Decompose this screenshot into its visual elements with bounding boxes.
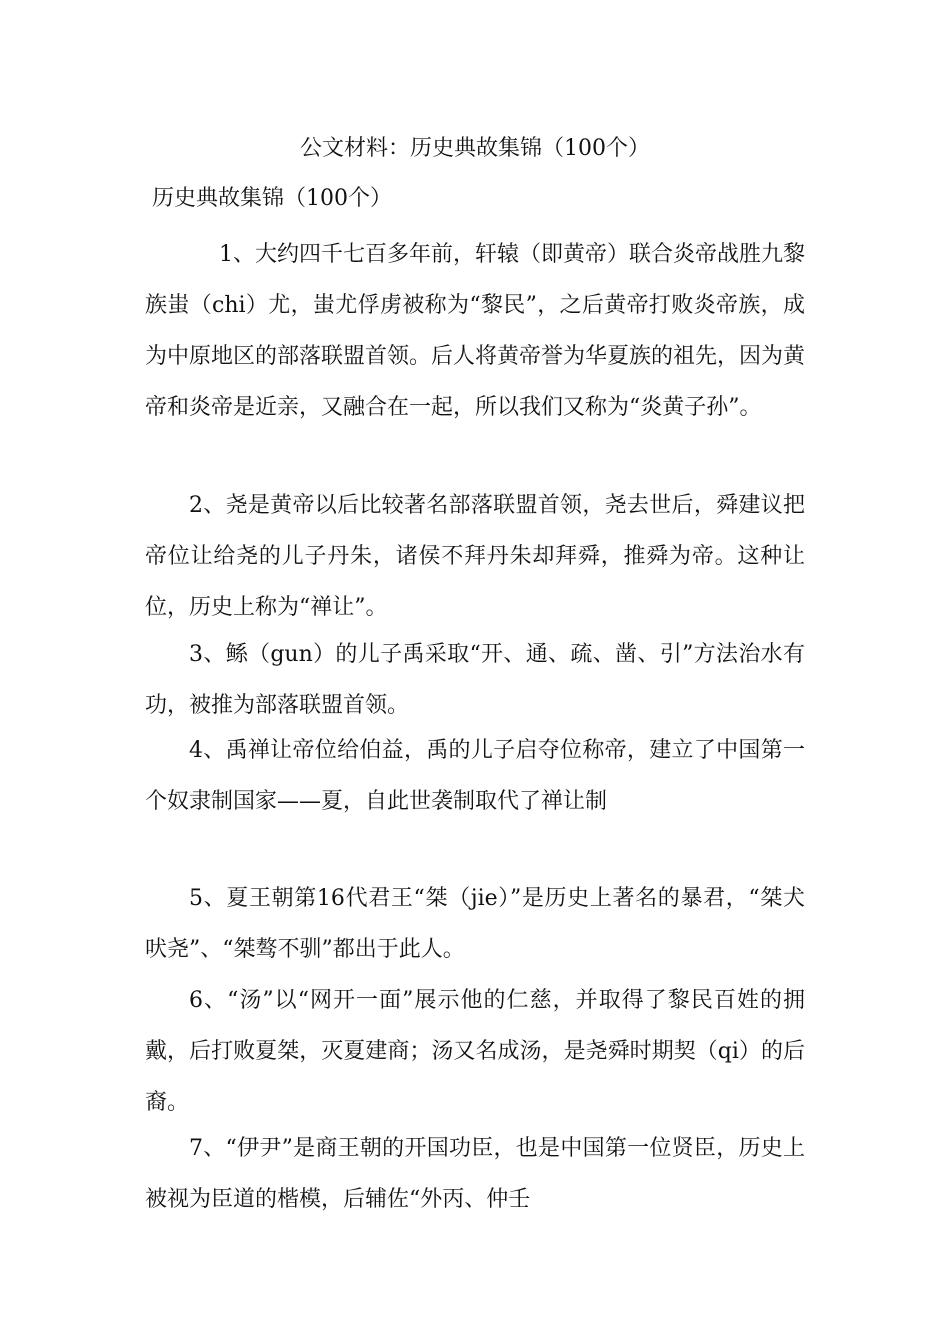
paragraph-4: 4、禹禅让帝位给伯益，禹的儿子启夺位称帝，建立了中国第一个奴隶制国家——夏，自此世袭制取代了禅让制	[145, 738, 805, 814]
document-title: 公文材料：历史典故集锦（100个）	[300, 136, 650, 161]
paragraph-2: 2、尧是黄帝以后比较著名部落联盟首领，尧去世后，舜建议把帝位让给尧的儿子丹朱，诸侯不拜丹朱却拜舜，推舜为帝。这种让位，历史上称为“禅让”。	[145, 493, 805, 620]
paragraph-6: 6、“汤”以“网开一面”展示他的仁慈，并取得了黎民百姓的拥戴，后打败夏桀，灭夏建商；汤又名成汤，是尧舜时期契（qi）的后裔。	[145, 988, 805, 1115]
document-subtitle: 历史典故集锦（100个）	[152, 186, 392, 211]
paragraph-7: 7、“伊尹”是商王朝的开国功臣，也是中国第一位贤臣，历史上被视为臣道的楷模，后辅佐“外丙、仲壬	[145, 1136, 805, 1212]
paragraph-3: 3、鲧（gun）的儿子禹采取“开、通、疏、凿、引”方法治水有功，被推为部落联盟首领。	[145, 642, 805, 718]
paragraph-1: 1、大约四千七百多年前，轩辕（即黄帝）联合炎帝战胜九黎族蚩（chi）尤，蚩尤俘虏被称为“黎民”，之后黄帝打败炎帝族，成为中原地区的部落联盟首领。后人将黄帝誉为华夏族的祖先，因为黄帝和炎帝是近亲，又融合在一起，所以我们又称为“炎黄子孙”。	[145, 242, 806, 420]
paragraph-5: 5、夏王朝第16代君王“桀（jie）”是历史上著名的暴君，“桀犬吠尧”、“桀骜不驯”都出于此人。	[145, 886, 805, 962]
